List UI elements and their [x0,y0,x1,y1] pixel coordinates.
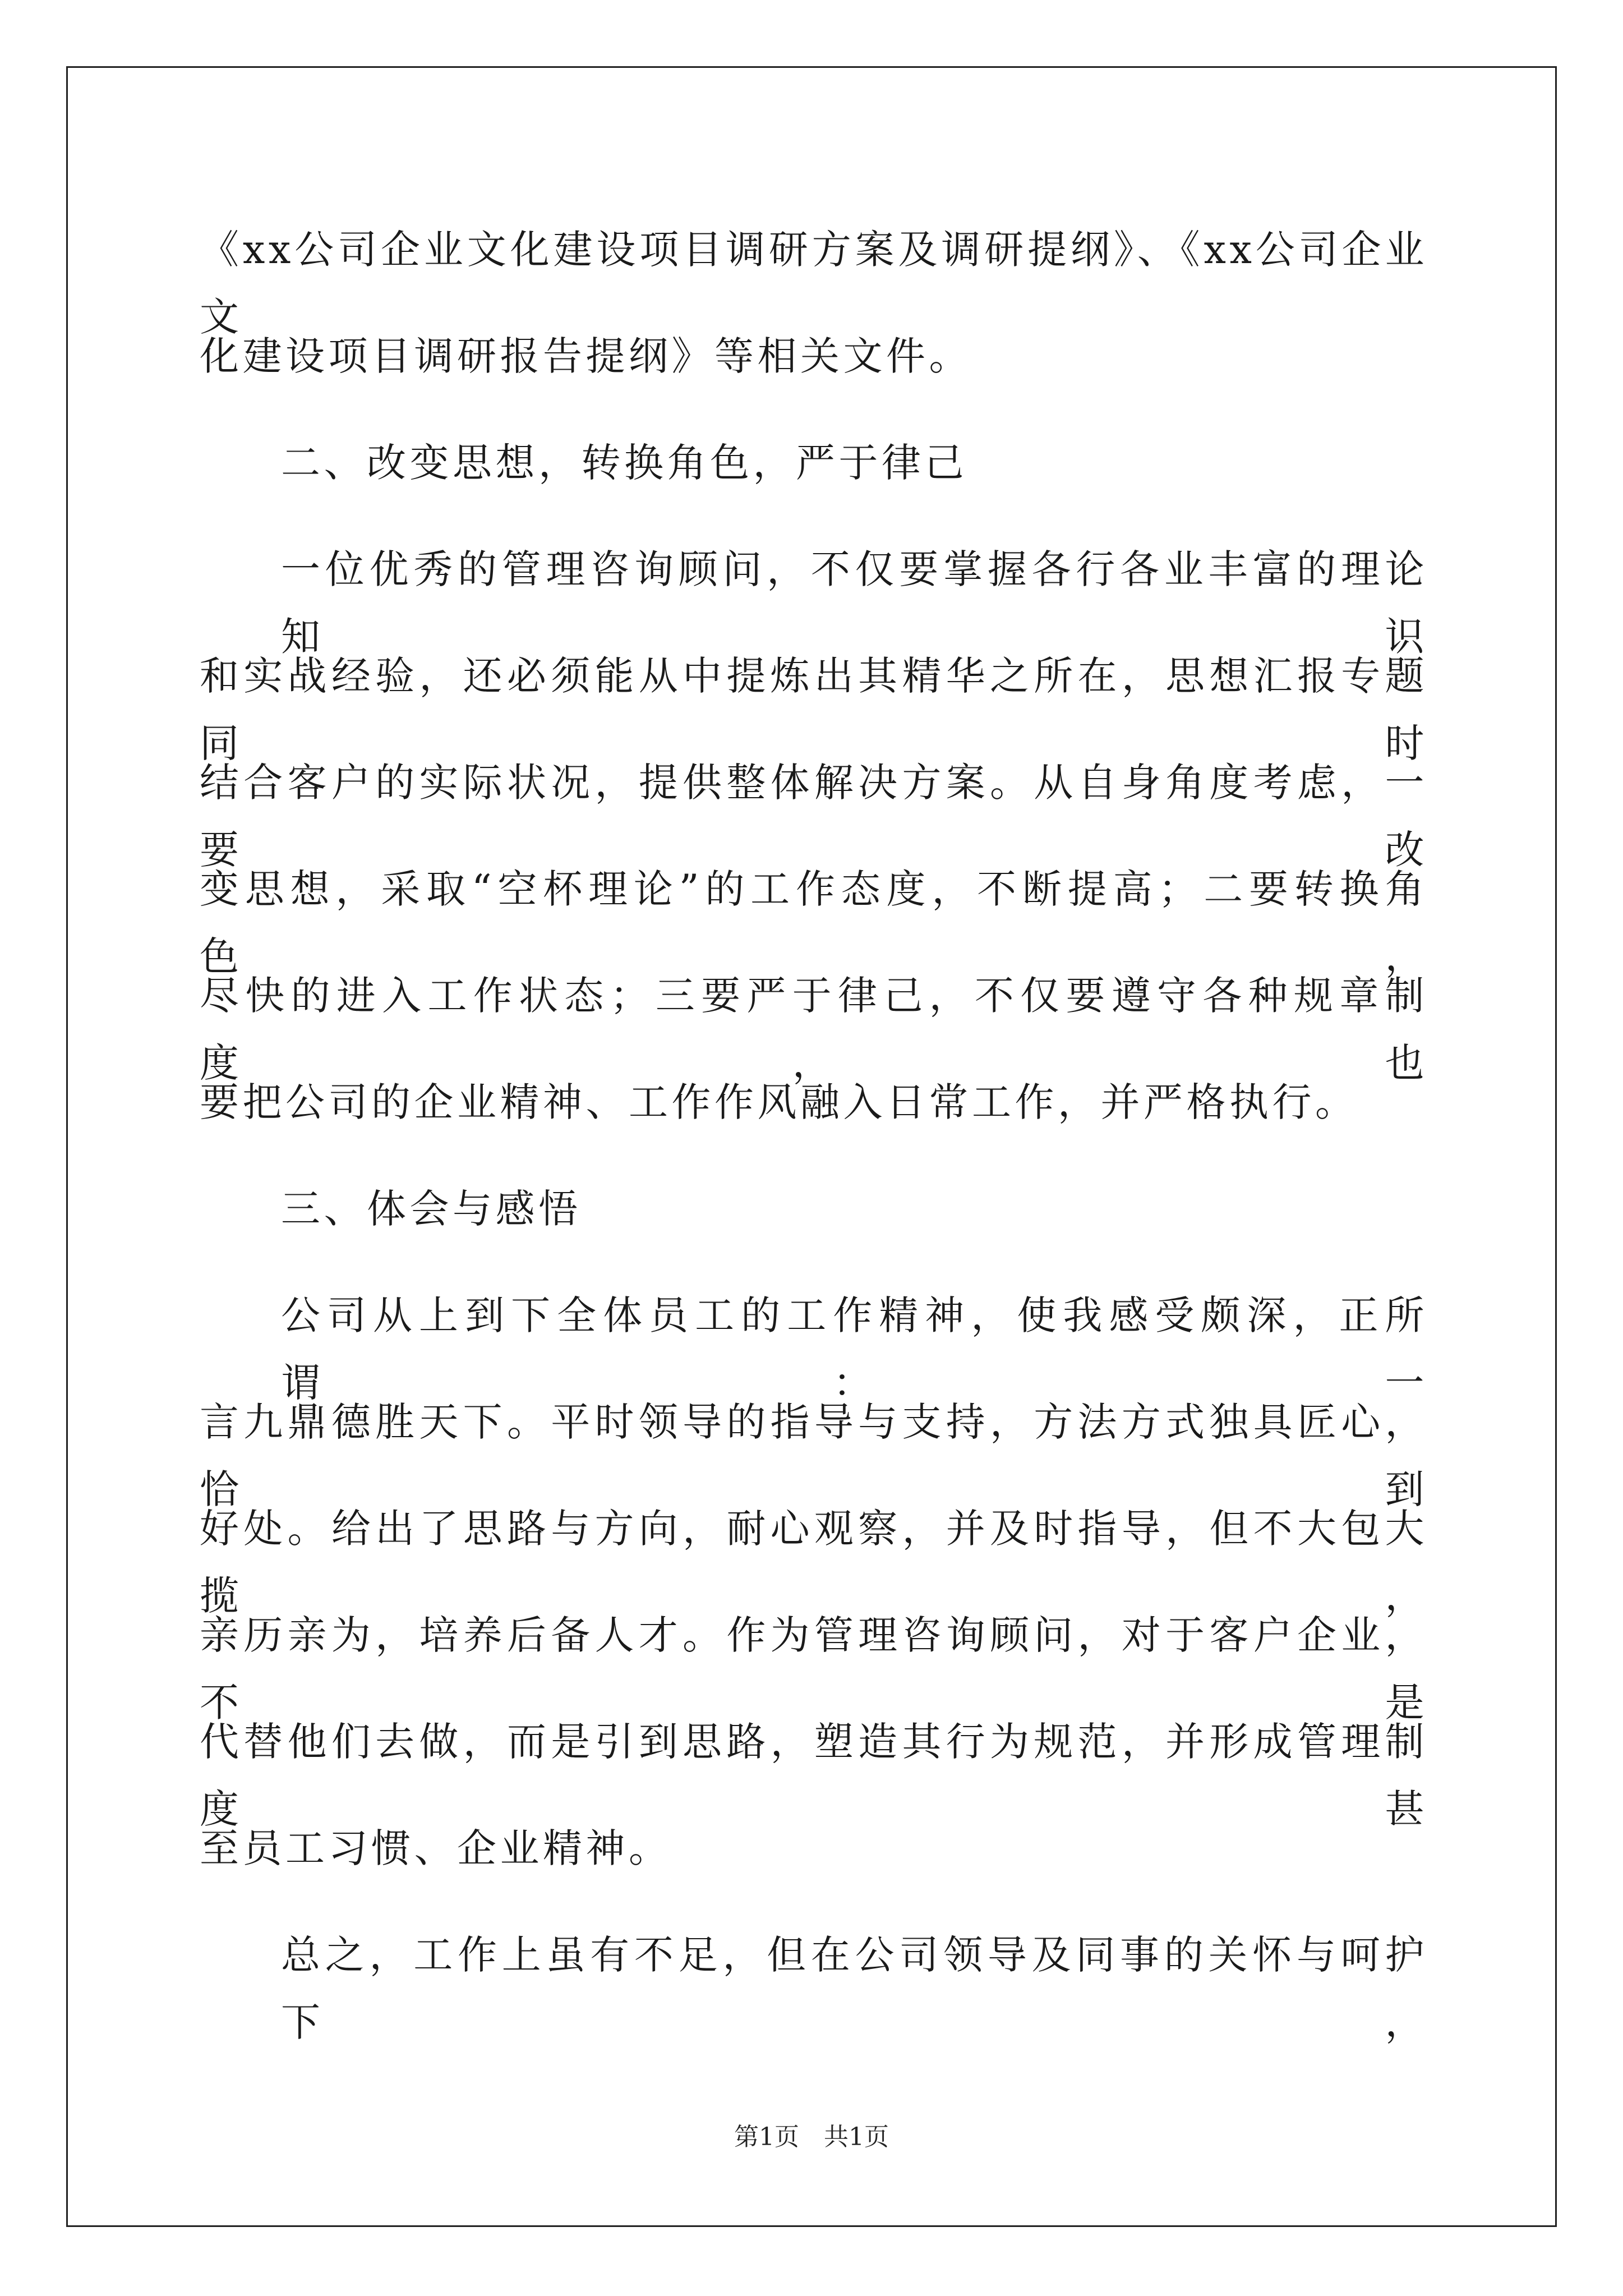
text-line-14: 亲历亲为，培养后备人才。作为管理咨询顾问，对于客户企业，不是 [200,1612,1428,1726]
section-heading-3: 三、体会与感悟 [281,1186,582,1232]
text-line-8: 尽快的进入工作状态；三要严于律己，不仅要遵守各种规章制度，也 [200,973,1428,1086]
text-line-5: 和实战经验，还必须能从中提炼出其精华之所在，思想汇报专题同时 [200,653,1428,766]
page-border [66,66,1557,2227]
text-line-16: 至员工习惯、企业精神。 [200,1825,672,1871]
text-line-12: 言九鼎德胜天下。平时领导的指导与支持，方法方式独具匠心，恰到 [200,1399,1428,1512]
text-line-6: 结合客户的实际状况，提供整体解决方案。从自身角度考虑，一要改 [200,760,1428,873]
text-line-11: 公司从上到下全体员工的工作精神，使我感受颇深，正所谓：一 [281,1292,1428,1406]
text-line-1: 《xx公司企业文化建设项目调研方案及调研提纲》、《xx公司企业文 [200,227,1428,340]
section-heading-2: 二、改变思想，转换角色，严于律己 [281,440,967,486]
text-line-4: 一位优秀的管理咨询顾问，不仅要掌握各行各业丰富的理论知识 [281,546,1428,660]
text-line-9: 要把公司的企业精神、工作作风融入日常工作，并严格执行。 [200,1079,1358,1125]
text-line-13: 好处。给出了思路与方向，耐心观察，并及时指导，但不大包大揽， [200,1506,1428,1619]
text-line-2: 化建设项目调研报告提纲》等相关文件。 [200,333,972,379]
text-line-17: 总之，工作上虽有不足，但在公司领导及同事的关怀与呵护下， [281,1932,1428,2045]
page-footer: 第1页 共1页 [734,2123,889,2151]
text-line-7: 变思想，采取“空杯理论”的工作态度，不断提高；二要转换角色， [200,866,1428,979]
text-line-15: 代替他们去做，而是引到思路，塑造其行为规范，并形成管理制度甚 [200,1719,1428,1832]
